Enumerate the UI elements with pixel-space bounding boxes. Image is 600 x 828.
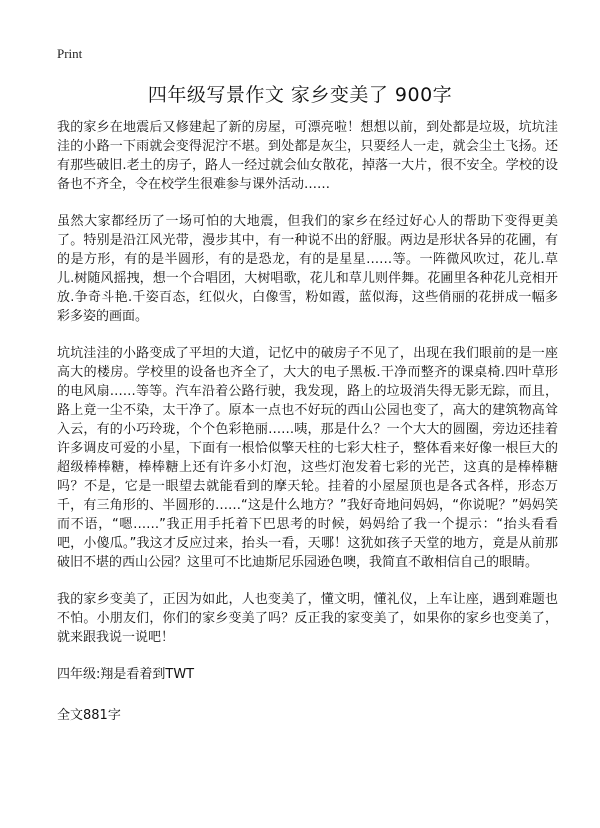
paragraph-3: 坑坑洼洼的小路变成了平坦的大道，记忆中的破房子不见了，出现在我们眼前的是一座高大的楼房。学校里的设备也齐全了，大大的电子黑板.干净而整齐的课桌椅.四叶草形的电风扇……等等。汽车沿着公路行驶，我发现，路上的垃圾消失得无影无踪，而且，路上竟一尘不染，太干净了。原本一点也不好玩的西山公园也变了，高大的建筑物高耸入云，有的小巧玲珑，个个色彩艳丽……咦，那是什么？一个大大的圆圈，旁边还挂着许多调皮可爱的小星，下面有一根恰似擎天柱的七彩大柱子，整体看来好像一根巨大的超级棒棒糖，棒棒糖上还有许多小灯泡，这些灯泡发着七彩的光芒，这真的是棒棒糖吗？不是，它是一眼望去就能看到的摩天轮。挂着的小屋屋顶也是各式各样，形态万千，有三角形的、半圆形的……“这是什么地方？”我好奇地问妈妈，“你说呢？”妈妈笑而不语，“嗯……”我正用手托着下巴思考的时候，妈妈给了我一个提示：“抬头看看吧，小傻瓜。”我这才反应过来，抬头一看，天哪！这犹如孩子天堂的地方，竟是从前那破旧不堪的西山公园？这里可不比迪斯尼乐园逊色噢，我简直不敢相信自己的眼睛。	[57, 346, 558, 570]
page-title: 四年级写景作文 家乡变美了 900字	[147, 84, 453, 106]
author-line: 四年级:翔是看着到TWT	[57, 667, 195, 682]
paragraph-2: 虽然大家都经历了一场可怕的大地震，但我们的家乡在经过好心人的帮助下变得更美了。特别是沿江风光带，漫步其中，有一种说不出的舒服。两边是形状各异的花圃，有的是方形，有的是半圆形，有的是恐龙，有的是星星……等。一阵微风吹过，花儿.草儿.树随风摇拽，想一个合唱团，大树唱歌，花儿和草儿则伴舞。花圃里各种花儿竞相开放.争奇斗艳.千姿百态，红似火，白像雪，粉如霞，蓝似海，这些俏丽的花拼成一幅多彩多姿的画面。	[57, 214, 558, 324]
article-body	[57, 118, 558, 725]
paragraph-1: 我的家乡在地震后又修建起了新的房屋，可漂亮啦！想想以前，到处都是垃圾，坑坑洼洼的小路一下雨就会变得泥泞不堪。到处都是灰尘，只要经人一走，就会尘土飞扬。还有那些破旧.老土的房子，路人一经过就会仙女散花，掉落一大片，很不安全。学校的设备也不齐全，令在校学生很难参与课外活动……	[57, 120, 558, 192]
paragraph-4: 我的家乡变美了，正因为如此，人也变美了，懂文明，懂礼仪，上车让座，遇到难题也不怕。小朋友们，你们的家乡变美了吗？反正我的家变美了，如果你的家乡也变美了，就来跟我说一说吧！	[57, 592, 558, 645]
print-link[interactable]: Print	[57, 46, 83, 61]
word-count: 全文881字	[57, 708, 121, 723]
